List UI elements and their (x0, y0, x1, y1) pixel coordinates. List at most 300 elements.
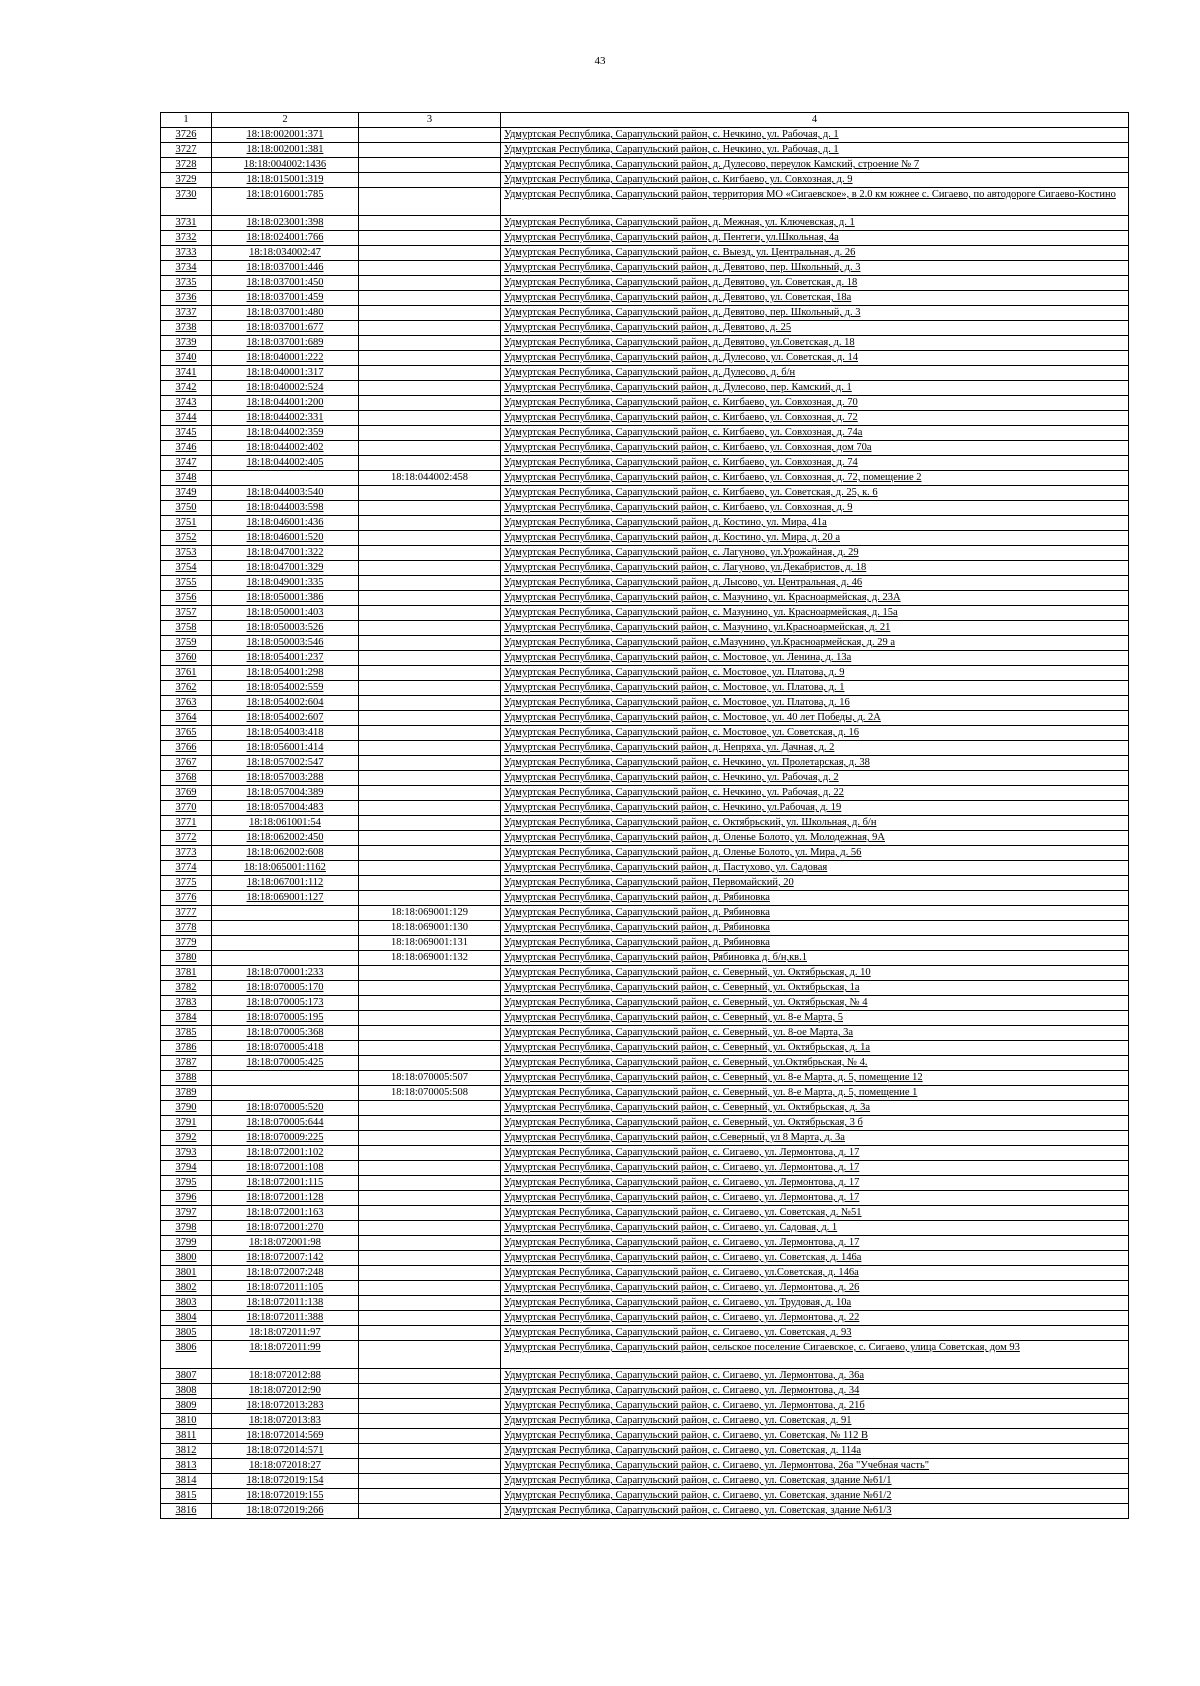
cadastral-number-cell: 18:18:046001:436 (212, 516, 359, 531)
row-number-cell: 3797 (161, 1206, 212, 1221)
cadastral-number-cell (212, 1086, 359, 1101)
table-row (161, 441, 1129, 456)
row-number-cell: 3790 (161, 1101, 212, 1116)
row-number-cell: 3746 (161, 441, 212, 456)
premises-cadastral-number-cell (359, 216, 501, 231)
cadastral-number-cell: 18:18:044003:540 (212, 486, 359, 501)
table-row (161, 1011, 1129, 1026)
address-cell: Удмуртская Республика, Сарапульский район, с. Сигаево, ул. Советская, здание №61/1 (501, 1474, 1129, 1489)
row-number-cell: 3775 (161, 876, 212, 891)
cadastral-number-cell: 18:18:072013:83 (212, 1414, 359, 1429)
cadastral-number-cell: 18:18:070009:225 (212, 1131, 359, 1146)
row-number-cell: 3745 (161, 426, 212, 441)
premises-cadastral-number-cell (359, 1131, 501, 1146)
row-number-cell: 3788 (161, 1071, 212, 1086)
row-number-cell: 3792 (161, 1131, 212, 1146)
premises-cadastral-number-cell (359, 1011, 501, 1026)
row-number-cell: 3758 (161, 621, 212, 636)
premises-cadastral-number-cell (359, 1206, 501, 1221)
row-number-cell: 3757 (161, 606, 212, 621)
premises-cadastral-number-cell (359, 1041, 501, 1056)
premises-cadastral-number-cell (359, 261, 501, 276)
premises-cadastral-number-cell (359, 621, 501, 636)
row-number-cell: 3738 (161, 321, 212, 336)
premises-cadastral-number-cell (359, 726, 501, 741)
address-cell: Удмуртская Республика, Сарапульский район, д. Лысово, ул. Центральная, д. 46 (501, 576, 1129, 591)
table-row (161, 591, 1129, 606)
address-cell: Удмуртская Республика, Сарапульский район, д. Девятово, ул. Советская, 18а (501, 291, 1129, 306)
premises-cadastral-number-cell (359, 188, 501, 216)
address-cell: Удмуртская Республика, Сарапульский район, с. Октябрьский, ул. Школьная, д. б/н (501, 816, 1129, 831)
row-number-cell: 3726 (161, 128, 212, 143)
premises-cadastral-number-cell (359, 143, 501, 158)
address-cell: Удмуртская Республика, Сарапульский район, территория МО «Сигаевское», в 2.0 км южнее с. Сигаево, по автодороге Сигаево-Костино (501, 188, 1129, 216)
row-number-cell: 3727 (161, 143, 212, 158)
row-number-cell: 3786 (161, 1041, 212, 1056)
cadastral-number-cell: 18:18:004002:1436 (212, 158, 359, 173)
table-row (161, 696, 1129, 711)
address-cell: Удмуртская Республика, Сарапульский район, с. Мазунино, ул. Красноармейская, д. 23А (501, 591, 1129, 606)
premises-cadastral-number-cell (359, 516, 501, 531)
table-row (161, 1266, 1129, 1281)
premises-cadastral-number-cell: 18:18:069001:130 (359, 921, 501, 936)
table-row (161, 531, 1129, 546)
cadastral-number-cell: 18:18:072011:97 (212, 1326, 359, 1341)
row-number-cell: 3784 (161, 1011, 212, 1026)
premises-cadastral-number-cell: 18:18:069001:132 (359, 951, 501, 966)
row-number-cell: 3733 (161, 246, 212, 261)
premises-cadastral-number-cell (359, 666, 501, 681)
premises-cadastral-number-cell (359, 381, 501, 396)
cadastral-number-cell: 18:18:047001:322 (212, 546, 359, 561)
cadastral-number-cell: 18:18:072001:163 (212, 1206, 359, 1221)
address-cell: Удмуртская Республика, Сарапульский район, с. Выезд, ул. Центральная, д. 26 (501, 246, 1129, 261)
table-row (161, 1116, 1129, 1131)
premises-cadastral-number-cell (359, 996, 501, 1011)
address-cell: Удмуртская Республика, Сарапульский район, д. Оленье Болото, ул. Молодежная, 9А (501, 831, 1129, 846)
cadastral-number-cell: 18:18:050001:386 (212, 591, 359, 606)
premises-cadastral-number-cell (359, 861, 501, 876)
premises-cadastral-number-cell (359, 426, 501, 441)
table-row (161, 576, 1129, 591)
row-number-cell: 3730 (161, 188, 212, 216)
row-number-cell: 3736 (161, 291, 212, 306)
row-number-cell: 3734 (161, 261, 212, 276)
cadastral-number-cell (212, 906, 359, 921)
premises-cadastral-number-cell (359, 1429, 501, 1444)
property-registry-table (160, 112, 1129, 1519)
table-row (161, 231, 1129, 246)
row-number-cell: 3747 (161, 456, 212, 471)
table-row (161, 1281, 1129, 1296)
row-number-cell: 3742 (161, 381, 212, 396)
premises-cadastral-number-cell (359, 891, 501, 906)
table-row (161, 1251, 1129, 1266)
table-row (161, 1414, 1129, 1429)
premises-cadastral-number-cell (359, 1399, 501, 1414)
premises-cadastral-number-cell (359, 1221, 501, 1236)
cadastral-number-cell: 18:18:057004:483 (212, 801, 359, 816)
address-cell: Удмуртская Республика, Сарапульский район, д. Дулесово, пер. Камский, д. 1 (501, 381, 1129, 396)
cadastral-number-cell: 18:18:072019:266 (212, 1504, 359, 1519)
row-number-cell: 3795 (161, 1176, 212, 1191)
table-row (161, 1026, 1129, 1041)
row-number-cell: 3739 (161, 336, 212, 351)
table-row (161, 188, 1129, 216)
table-row (161, 861, 1129, 876)
premises-cadastral-number-cell (359, 1444, 501, 1459)
premises-cadastral-number-cell (359, 636, 501, 651)
row-number-cell: 3765 (161, 726, 212, 741)
cadastral-number-cell: 18:18:072019:155 (212, 1489, 359, 1504)
cadastral-number-cell (212, 951, 359, 966)
premises-cadastral-number-cell (359, 546, 501, 561)
address-cell: Удмуртская Республика, Сарапульский район, с. Кигбаево, ул. Совхозная, дом 70а (501, 441, 1129, 456)
address-cell: Удмуртская Республика, Сарапульский район, с. Сигаево, ул. Советская, № 112 В (501, 1429, 1129, 1444)
premises-cadastral-number-cell: 18:18:070005:508 (359, 1086, 501, 1101)
table-row (161, 291, 1129, 306)
cadastral-number-cell: 18:18:040001:317 (212, 366, 359, 381)
row-number-cell: 3812 (161, 1444, 212, 1459)
cadastral-number-cell: 18:18:057004:389 (212, 786, 359, 801)
address-cell: Удмуртская Республика, Сарапульский район, с. Сигаево, ул. Советская, д. 114а (501, 1444, 1129, 1459)
premises-cadastral-number-cell (359, 276, 501, 291)
cadastral-number-cell: 18:18:054002:604 (212, 696, 359, 711)
address-cell: Удмуртская Республика, Сарапульский район, с. Кигбаево, ул. Советская, д. 25, к. 6 (501, 486, 1129, 501)
table-row (161, 1176, 1129, 1191)
cadastral-number-cell: 18:18:040002:524 (212, 381, 359, 396)
address-cell: Удмуртская Республика, Сарапульский район, с. Лагуново, ул.Декабристов, д. 18 (501, 561, 1129, 576)
table-row (161, 276, 1129, 291)
table-row (161, 546, 1129, 561)
table-row (161, 366, 1129, 381)
address-cell: Удмуртская Республика, Сарапульский район, с. Сигаево, ул. Лермонтова, д. 17 (501, 1176, 1129, 1191)
premises-cadastral-number-cell (359, 1296, 501, 1311)
address-cell: Удмуртская Республика, Сарапульский район, д. Дулесово, ул. Советская, д. 14 (501, 351, 1129, 366)
address-cell: Удмуртская Республика, Сарапульский район, сельское поселение Сигаевское, с. Сигаево, улица Советская, дом 93 (501, 1341, 1129, 1369)
row-number-cell: 3798 (161, 1221, 212, 1236)
cadastral-number-cell: 18:18:070005:368 (212, 1026, 359, 1041)
table-row (161, 1369, 1129, 1384)
cadastral-number-cell: 18:18:072011:138 (212, 1296, 359, 1311)
address-cell: Удмуртская Республика, Сарапульский район, с. Северный, ул. 8-е Марта, д. 5, помещение 1 (501, 1086, 1129, 1101)
premises-cadastral-number-cell (359, 1191, 501, 1206)
address-cell: Удмуртская Республика, Сарапульский район, с. Сигаево, ул. Лермонтова, д. 26 (501, 1281, 1129, 1296)
address-cell: Удмуртская Республика, Сарапульский район, с. Северный, ул. Октябрьская, 3 б (501, 1116, 1129, 1131)
address-cell: Удмуртская Республика, Сарапульский район, с. Мазунино, ул. Красноармейская, д. 15а (501, 606, 1129, 621)
premises-cadastral-number-cell (359, 786, 501, 801)
premises-cadastral-number-cell: 18:18:069001:131 (359, 936, 501, 951)
table-header (161, 113, 1129, 128)
address-cell: Удмуртская Республика, Сарапульский район, с. Северный, ул. Октябрьская, д. 10 (501, 966, 1129, 981)
address-cell: Удмуртская Республика, Сарапульский район, д. Костино, ул. Мира, 41а (501, 516, 1129, 531)
premises-cadastral-number-cell (359, 1474, 501, 1489)
cadastral-number-cell: 18:18:050003:526 (212, 621, 359, 636)
table-row (161, 921, 1129, 936)
premises-cadastral-number-cell (359, 351, 501, 366)
table-row (161, 246, 1129, 261)
table-row (161, 351, 1129, 366)
address-cell: Удмуртская Республика, Сарапульский район, с. Кигбаево, ул. Совхозная, д. 70 (501, 396, 1129, 411)
row-number-cell: 3807 (161, 1369, 212, 1384)
row-number-cell: 3728 (161, 158, 212, 173)
address-cell: Удмуртская Республика, Сарапульский район, с. Мостовое, ул. 40 лет Победы, д. 2А (501, 711, 1129, 726)
table-row (161, 1341, 1129, 1369)
address-cell: Удмуртская Республика, Сарапульский район, с. Нечкино, ул. Пролетарская, д. 38 (501, 756, 1129, 771)
column-header-2: 2 (212, 113, 359, 128)
row-number-cell: 3794 (161, 1161, 212, 1176)
address-cell: Удмуртская Республика, Сарапульский район, д. Рябиновка (501, 891, 1129, 906)
table-row (161, 1146, 1129, 1161)
row-number-cell: 3759 (161, 636, 212, 651)
cadastral-number-cell: 18:18:072014:569 (212, 1429, 359, 1444)
row-number-cell: 3793 (161, 1146, 212, 1161)
address-cell: Удмуртская Республика, Сарапульский район, с. Кигбаево, ул. Совхозная, д. 74 (501, 456, 1129, 471)
row-number-cell: 3761 (161, 666, 212, 681)
column-header-4: 4 (501, 113, 1129, 128)
cadastral-number-cell: 18:18:072001:270 (212, 1221, 359, 1236)
address-cell: Удмуртская Республика, Сарапульский район, с. Сигаево, ул. Советская, здание №61/2 (501, 1489, 1129, 1504)
premises-cadastral-number-cell (359, 876, 501, 891)
table-row (161, 651, 1129, 666)
row-number-cell: 3804 (161, 1311, 212, 1326)
premises-cadastral-number-cell (359, 441, 501, 456)
row-number-cell: 3760 (161, 651, 212, 666)
row-number-cell: 3731 (161, 216, 212, 231)
row-number-cell: 3753 (161, 546, 212, 561)
cadastral-number-cell: 18:18:044002:405 (212, 456, 359, 471)
row-number-cell: 3811 (161, 1429, 212, 1444)
table-row (161, 1444, 1129, 1459)
premises-cadastral-number-cell (359, 1161, 501, 1176)
cadastral-number-cell: 18:18:044001:200 (212, 396, 359, 411)
cadastral-number-cell: 18:18:037001:480 (212, 306, 359, 321)
address-cell: Удмуртская Республика, Сарапульский район, д. Дулесово, д. б/н (501, 366, 1129, 381)
cadastral-number-cell: 18:18:040001:222 (212, 351, 359, 366)
address-cell: Удмуртская Республика, Сарапульский район, с. Северный, ул.Октябрьская, № 4. (501, 1056, 1129, 1071)
row-number-cell: 3756 (161, 591, 212, 606)
cadastral-number-cell: 18:18:002001:371 (212, 128, 359, 143)
address-cell: Удмуртская Республика, Сарапульский район, с. Мостовое, ул. Платова, д. 1 (501, 681, 1129, 696)
cadastral-number-cell: 18:18:072012:88 (212, 1369, 359, 1384)
cadastral-number-cell: 18:18:049001:335 (212, 576, 359, 591)
address-cell: Удмуртская Республика, Сарапульский район, с. Нечкино, ул. Рабочая, д. 22 (501, 786, 1129, 801)
table-row (161, 1296, 1129, 1311)
table-row (161, 1071, 1129, 1086)
row-number-cell: 3732 (161, 231, 212, 246)
cadastral-number-cell: 18:18:046001:520 (212, 531, 359, 546)
table-row (161, 831, 1129, 846)
row-number-cell: 3764 (161, 711, 212, 726)
table-row (161, 456, 1129, 471)
cadastral-number-cell: 18:18:024001:766 (212, 231, 359, 246)
premises-cadastral-number-cell (359, 501, 501, 516)
premises-cadastral-number-cell (359, 981, 501, 996)
premises-cadastral-number-cell: 18:18:069001:129 (359, 906, 501, 921)
premises-cadastral-number-cell (359, 231, 501, 246)
table-row (161, 1101, 1129, 1116)
row-number-cell: 3762 (161, 681, 212, 696)
table-row (161, 786, 1129, 801)
row-number-cell: 3809 (161, 1399, 212, 1414)
premises-cadastral-number-cell (359, 158, 501, 173)
table-row (161, 681, 1129, 696)
premises-cadastral-number-cell (359, 1176, 501, 1191)
row-number-cell: 3772 (161, 831, 212, 846)
row-number-cell: 3813 (161, 1459, 212, 1474)
row-number-cell: 3741 (161, 366, 212, 381)
cadastral-number-cell: 18:18:054002:607 (212, 711, 359, 726)
premises-cadastral-number-cell (359, 816, 501, 831)
cadastral-number-cell: 18:18:054002:559 (212, 681, 359, 696)
table-row (161, 1504, 1129, 1519)
address-cell: Удмуртская Республика, Сарапульский район, д. Девятово, ул.Советская, д. 18 (501, 336, 1129, 351)
table-body (161, 128, 1129, 1519)
cadastral-number-cell: 18:18:072012:90 (212, 1384, 359, 1399)
address-cell: Удмуртская Республика, Сарапульский район, д. Рябиновка (501, 906, 1129, 921)
address-cell: Удмуртская Республика, Сарапульский район, с. Мазунино, ул.Красноармейская, д. 21 (501, 621, 1129, 636)
row-number-cell: 3735 (161, 276, 212, 291)
table-row (161, 396, 1129, 411)
table-row (161, 411, 1129, 426)
table-row (161, 1311, 1129, 1326)
address-cell: Удмуртская Республика, Сарапульский район, с. Сигаево, ул. Лермонтова, д. 22 (501, 1311, 1129, 1326)
address-cell: Удмуртская Республика, Сарапульский район, д. Непряха, ул. Дачная, д. 2 (501, 741, 1129, 756)
table-row (161, 996, 1129, 1011)
table-row (161, 816, 1129, 831)
row-number-cell: 3783 (161, 996, 212, 1011)
premises-cadastral-number-cell (359, 246, 501, 261)
row-number-cell: 3779 (161, 936, 212, 951)
cadastral-number-cell (212, 921, 359, 936)
table-row (161, 891, 1129, 906)
address-cell: Удмуртская Республика, Сарапульский район, д. Пентеги, ул.Школьная, 4а (501, 231, 1129, 246)
address-cell: Удмуртская Республика, Сарапульский район, с. Кигбаево, ул. Совхозная, д. 74а (501, 426, 1129, 441)
cadastral-number-cell: 18:18:037001:689 (212, 336, 359, 351)
table-row (161, 261, 1129, 276)
premises-cadastral-number-cell (359, 1026, 501, 1041)
address-cell: Удмуртская Республика, Сарапульский район, с. Нечкино, ул. Рабочая, д. 2 (501, 771, 1129, 786)
row-number-cell: 3754 (161, 561, 212, 576)
premises-cadastral-number-cell (359, 1414, 501, 1429)
row-number-cell: 3744 (161, 411, 212, 426)
row-number-cell: 3791 (161, 1116, 212, 1131)
row-number-cell: 3814 (161, 1474, 212, 1489)
cadastral-number-cell: 18:18:072001:128 (212, 1191, 359, 1206)
cadastral-number-cell: 18:18:016001:785 (212, 188, 359, 216)
table-row (161, 216, 1129, 231)
cadastral-number-cell: 18:18:002001:381 (212, 143, 359, 158)
cadastral-number-cell: 18:18:047001:329 (212, 561, 359, 576)
cadastral-number-cell: 18:18:054001:298 (212, 666, 359, 681)
address-cell: Удмуртская Республика, Сарапульский район, Первомайский, 20 (501, 876, 1129, 891)
cadastral-number-cell: 18:18:070005:644 (212, 1116, 359, 1131)
address-cell: Удмуртская Республика, Сарапульский район, с. Сигаево, ул. Лермонтова, д. 34 (501, 1384, 1129, 1399)
address-cell: Удмуртская Республика, Сарапульский район, с. Сигаево, ул. Советская, д. №51 (501, 1206, 1129, 1221)
cadastral-number-cell: 18:18:062002:608 (212, 846, 359, 861)
row-number-cell: 3800 (161, 1251, 212, 1266)
address-cell: Удмуртская Республика, Сарапульский район, с. Сигаево, ул. Советская, здание №61/3 (501, 1504, 1129, 1519)
cadastral-number-cell: 18:18:070001:233 (212, 966, 359, 981)
row-number-cell: 3743 (161, 396, 212, 411)
premises-cadastral-number-cell (359, 1384, 501, 1399)
cadastral-number-cell: 18:18:054001:237 (212, 651, 359, 666)
cadastral-number-cell: 18:18:056001:414 (212, 741, 359, 756)
table-row (161, 726, 1129, 741)
cadastral-number-cell: 18:18:070005:520 (212, 1101, 359, 1116)
row-number-cell: 3803 (161, 1296, 212, 1311)
premises-cadastral-number-cell: 18:18:044002:458 (359, 471, 501, 486)
row-number-cell: 3780 (161, 951, 212, 966)
premises-cadastral-number-cell (359, 1281, 501, 1296)
address-cell: Удмуртская Республика, Сарапульский район, с. Сигаево, ул. Лермонтова, д. 21б (501, 1399, 1129, 1414)
table-row (161, 321, 1129, 336)
table-row (161, 561, 1129, 576)
table-row (161, 951, 1129, 966)
cadastral-number-cell: 18:18:037001:677 (212, 321, 359, 336)
cadastral-number-cell: 18:18:070005:195 (212, 1011, 359, 1026)
row-number-cell: 3802 (161, 1281, 212, 1296)
address-cell: Удмуртская Республика, Сарапульский район, с. Северный, ул. Октябрьская, д. 1а (501, 1041, 1129, 1056)
cadastral-number-cell (212, 936, 359, 951)
row-number-cell: 3774 (161, 861, 212, 876)
cadastral-number-cell: 18:18:072001:108 (212, 1161, 359, 1176)
cadastral-number-cell: 18:18:067001:112 (212, 876, 359, 891)
table-row (161, 1474, 1129, 1489)
premises-cadastral-number-cell (359, 411, 501, 426)
address-cell: Удмуртская Республика, Сарапульский район, д. Оленье Болото, ул. Мира, д. 56 (501, 846, 1129, 861)
address-cell: Удмуртская Республика, Сарапульский район, с. Мостовое, ул. Ленина, д. 13а (501, 651, 1129, 666)
premises-cadastral-number-cell (359, 681, 501, 696)
premises-cadastral-number-cell (359, 1251, 501, 1266)
address-cell: Удмуртская Республика, Сарапульский район, с. Сигаево, ул. Советская, д. 93 (501, 1326, 1129, 1341)
row-number-cell: 3810 (161, 1414, 212, 1429)
row-number-cell: 3749 (161, 486, 212, 501)
cadastral-number-cell: 18:18:065001:1162 (212, 861, 359, 876)
table-row (161, 1489, 1129, 1504)
cadastral-number-cell: 18:18:072013:283 (212, 1399, 359, 1414)
address-cell: Удмуртская Республика, Сарапульский район, д. Пастухово, ул. Садовая (501, 861, 1129, 876)
premises-cadastral-number-cell (359, 1459, 501, 1474)
table-row (161, 1384, 1129, 1399)
row-number-cell: 3808 (161, 1384, 212, 1399)
table-row (161, 936, 1129, 951)
table-row (161, 1056, 1129, 1071)
address-cell: Удмуртская Республика, Сарапульский район, с. Сигаево, ул. Лермонтова, д. 36а (501, 1369, 1129, 1384)
address-cell: Удмуртская Республика, Сарапульский район, д. Девятово, пер. Школьный, д. 3 (501, 261, 1129, 276)
table-row (161, 666, 1129, 681)
row-number-cell: 3752 (161, 531, 212, 546)
table-row (161, 876, 1129, 891)
table-row (161, 1326, 1129, 1341)
row-number-cell: 3785 (161, 1026, 212, 1041)
cadastral-number-cell: 18:18:023001:398 (212, 216, 359, 231)
cadastral-number-cell: 18:18:037001:446 (212, 261, 359, 276)
cadastral-number-cell: 18:18:072014:571 (212, 1444, 359, 1459)
address-cell: Удмуртская Республика, Сарапульский район, с. Сигаево, ул. Советская, д. 146а (501, 1251, 1129, 1266)
table-row (161, 606, 1129, 621)
premises-cadastral-number-cell (359, 1101, 501, 1116)
row-number-cell: 3796 (161, 1191, 212, 1206)
table-row (161, 426, 1129, 441)
premises-cadastral-number-cell (359, 1341, 501, 1369)
premises-cadastral-number-cell (359, 1504, 501, 1519)
address-cell: Удмуртская Республика, Сарапульский район, с. Северный, ул. Октябрьская, № 4 (501, 996, 1129, 1011)
cadastral-number-cell: 18:18:072007:248 (212, 1266, 359, 1281)
row-number-cell: 3787 (161, 1056, 212, 1071)
premises-cadastral-number-cell (359, 576, 501, 591)
row-number-cell: 3768 (161, 771, 212, 786)
